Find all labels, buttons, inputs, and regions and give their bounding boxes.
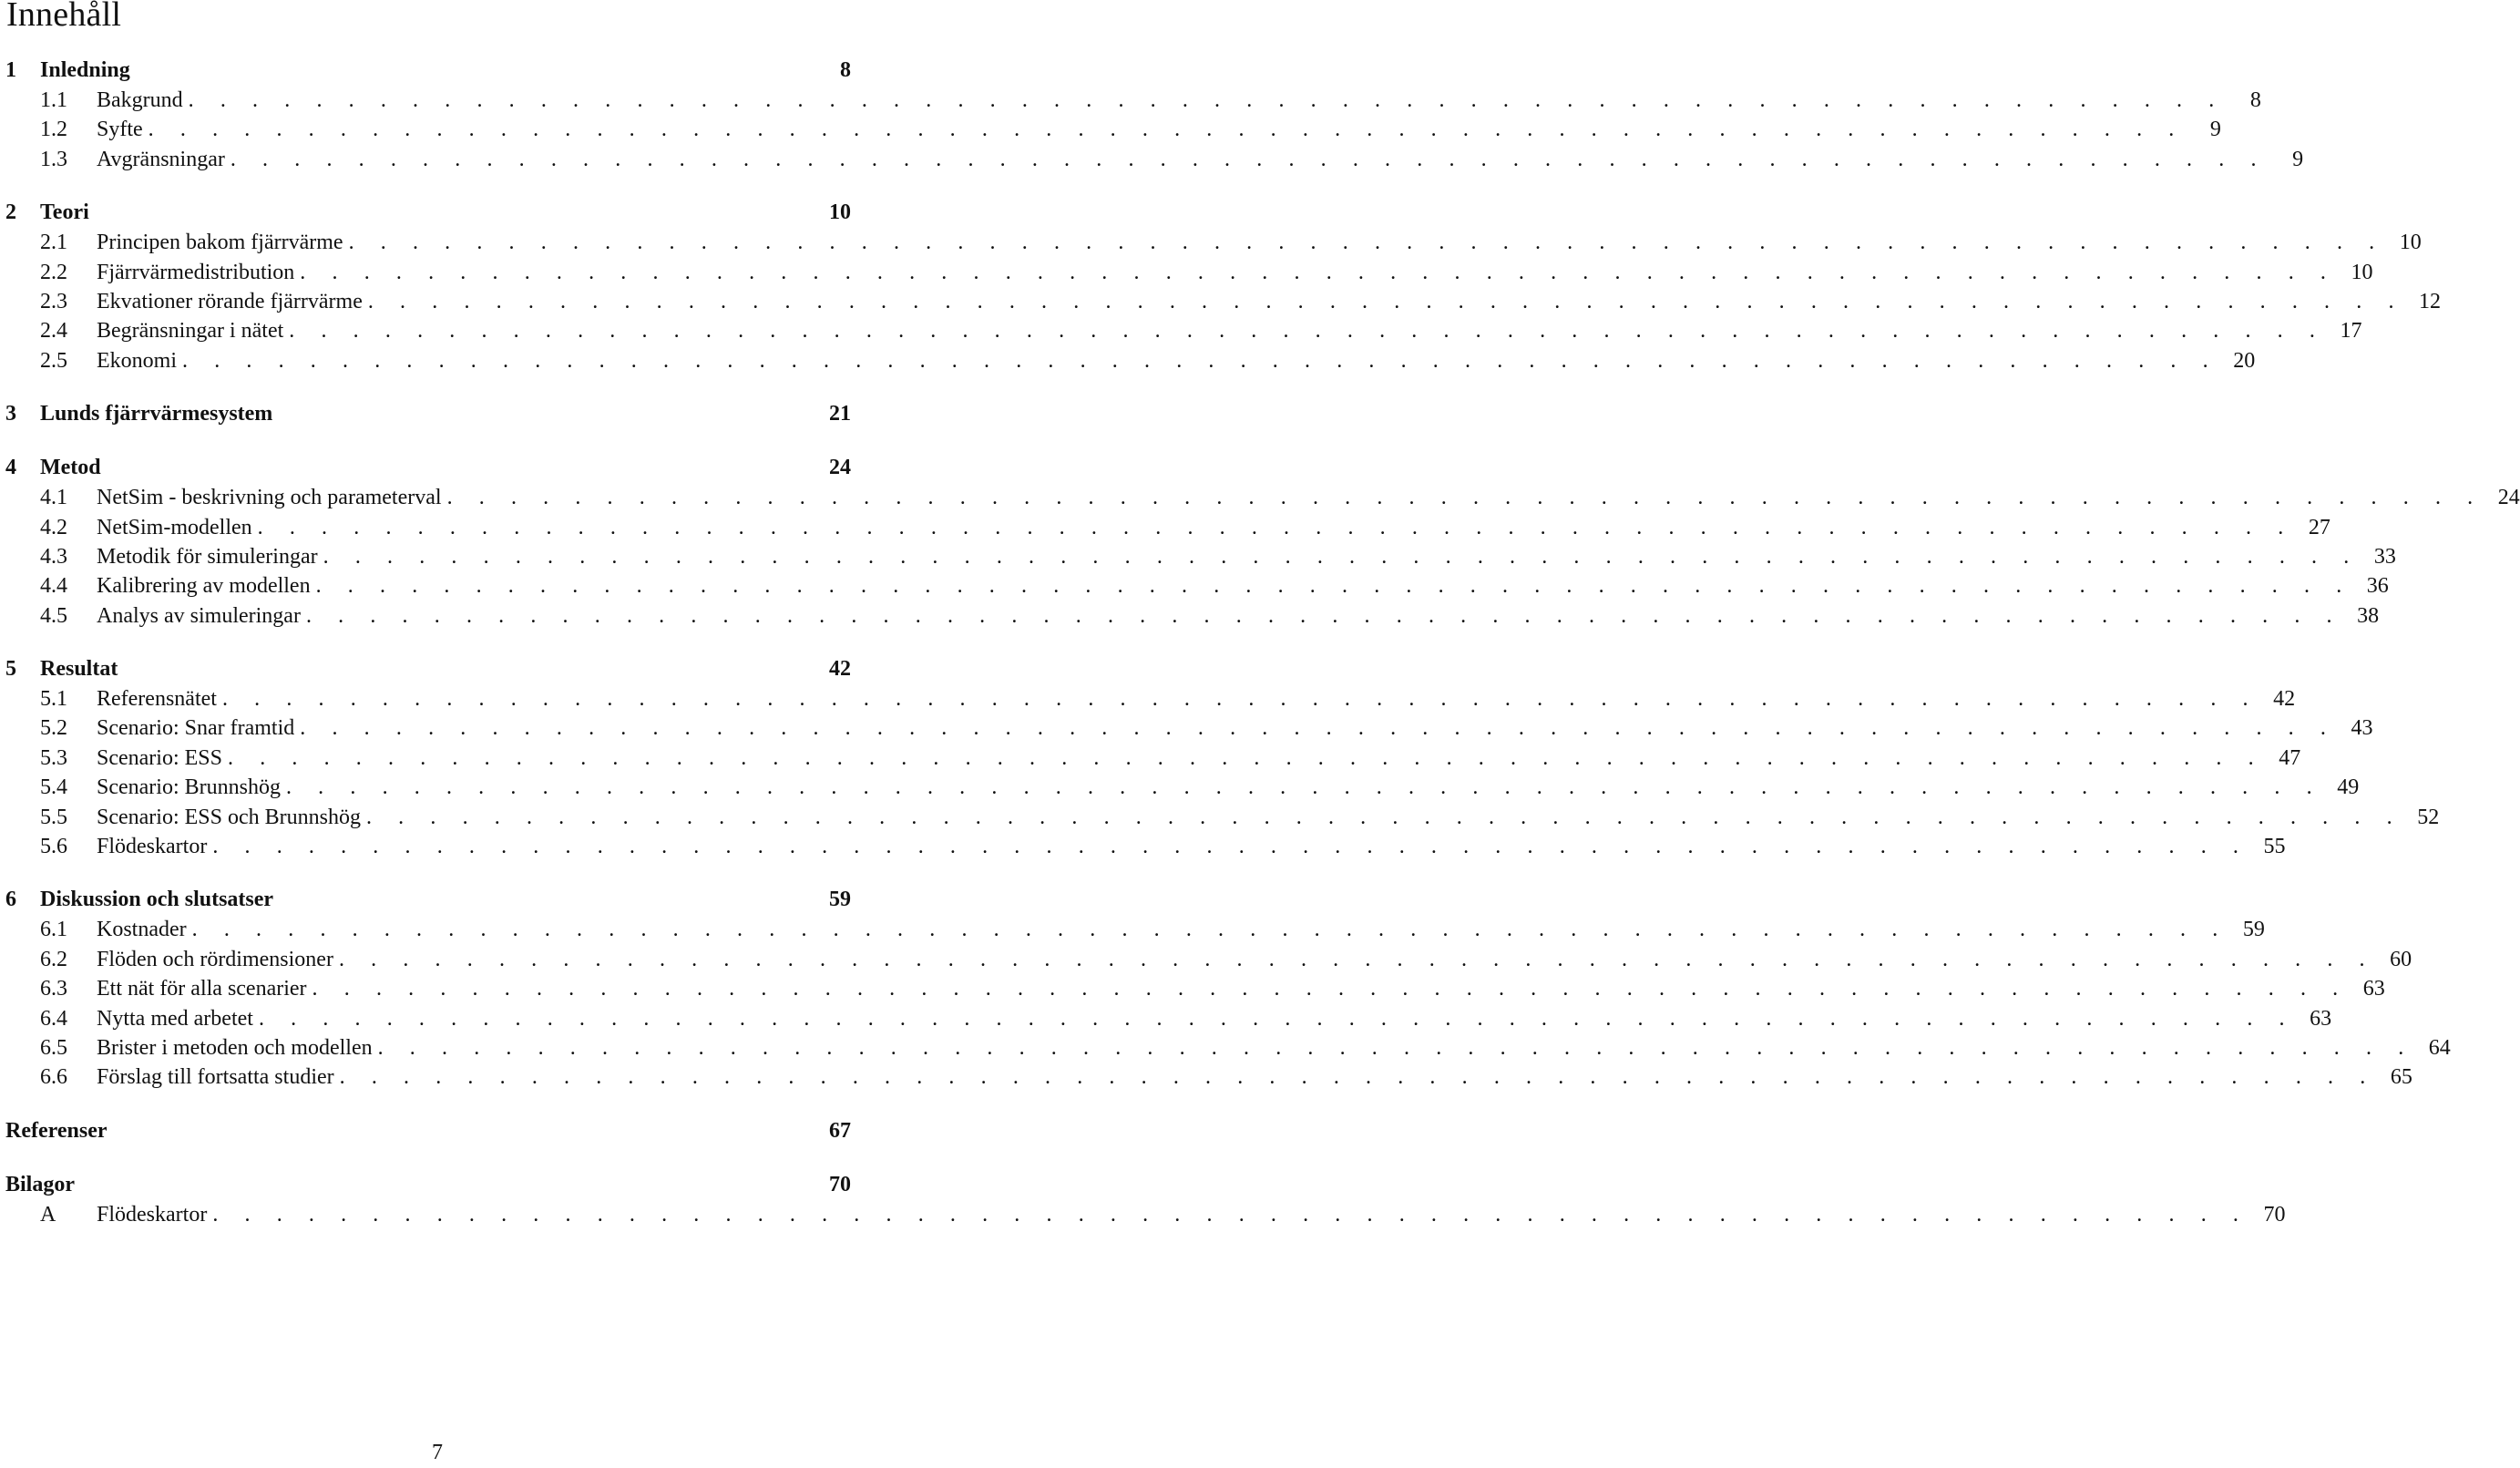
- dot-leader: . . . . . . . . . . . . . . . . . . . . . . . . . . . . . . . . . . . . . . . . . . . . . . . . . . . . . . . . . . . . . . . .: [365, 805, 2403, 829]
- section-number: 4.2: [40, 515, 67, 539]
- section-title: Förslag till fortsatta studier: [97, 1065, 334, 1090]
- section-number: 6.3: [40, 977, 67, 1001]
- section-number: 1.3: [40, 147, 67, 171]
- section-title: Bakgrund: [97, 88, 183, 112]
- section-page-number: 38: [2357, 603, 2380, 628]
- section-line: [97, 513, 2330, 542]
- section-page-number: 60: [2390, 947, 2412, 971]
- toc-section-entry[interactable]: [5, 832, 2286, 861]
- dot-leader: . . . . . . . . . . . . . . . . . . . . . . . . . . . . . . . . . . . . . . . . . . . . . . . . . . . . . . . . . . . . . . . .: [348, 231, 2385, 255]
- toc-section-entry[interactable]: [5, 601, 2380, 631]
- toc-section-entry[interactable]: [5, 744, 2301, 773]
- chapter-page-number: 24: [829, 456, 851, 480]
- chapter-title: Bilagor: [5, 1172, 75, 1196]
- dot-leader: . . . . . . . . . . . . . . . . . . . . . . . . . . . . . . . . . . . . . . . . . . . . . . . . . . . . . . . . . . . . . . . .: [446, 486, 2484, 510]
- dot-leader: . . . . . . . . . . . . . . . . . . . . . . . . . . . . . . . . . . . . . . . . . . . . . . . . . . . . . . . . . . . . . . . .: [212, 1202, 2249, 1227]
- toc-section-entry[interactable]: [5, 115, 2221, 144]
- section-number: 5.2: [40, 716, 67, 741]
- toc-chapter-entry[interactable]: [5, 399, 851, 429]
- section-line: [97, 744, 2301, 773]
- section-page-number: 17: [2340, 319, 2362, 344]
- dot-leader: . . . . . . . . . . . . . . . . . . . . . . . . . . . . . . . . . . . . . . . . . . . . . . . . . . . . . . . . . . . . . . . .: [148, 118, 2185, 142]
- chapter-title: Lunds fjärrvärmesystem: [40, 402, 273, 426]
- section-line: [97, 974, 2385, 1003]
- toc-chapter-entry[interactable]: [5, 453, 851, 483]
- table-of-contents: [5, 56, 2520, 1253]
- section-number: 2.2: [40, 260, 67, 284]
- section-title: Flödeskartor: [97, 1202, 208, 1227]
- dot-leader: . . . . . . . . . . . . . . . . . . . . . . . . . . . . . . . . . . . . . . . . . . . . . . . . . . . . . . . . . . . . . . . .: [182, 348, 2219, 373]
- dot-leader: . . . . . . . . . . . . . . . . . . . . . . . . . . . . . . . . . . . . . . . . . . . . . . . . . . . . . . . . . . . . . . . .: [305, 603, 2343, 628]
- dot-leader: . . . . . . . . . . . . . . . . . . . . . . . . . . . . . . . . . . . . . . . . . . . . . . . . . . . . . . . . . . . . . . . .: [228, 745, 2265, 770]
- toc-section-entry[interactable]: [5, 803, 2440, 832]
- chapter-number: 4: [5, 456, 16, 480]
- toc-section-entry[interactable]: [5, 287, 2442, 316]
- section-page-number: 42: [2273, 687, 2296, 712]
- chapter-page-number: 21: [829, 402, 851, 426]
- toc-chapter-block: [5, 1170, 2286, 1229]
- dot-leader: . . . . . . . . . . . . . . . . . . . . . . . . . . . . . . . . . . . . . . . . . . . . . . . . . . . . . . . . . . . . . . . .: [285, 775, 2323, 800]
- section-line: [97, 713, 2373, 743]
- section-title: NetSim-modellen: [97, 515, 252, 539]
- chapter-page-number: 8: [840, 58, 851, 82]
- toc-section-entry[interactable]: [5, 346, 2256, 375]
- section-page-number: 36: [2366, 574, 2389, 599]
- section-page-number: 59: [2242, 918, 2265, 942]
- dot-leader: . . . . . . . . . . . . . . . . . . . . . . . . . . . . . . . . . . . . . . . . . . . . . . . . . . . . . . . . . . . . . . . .: [377, 1035, 2414, 1060]
- section-line: [97, 601, 2380, 631]
- section-line: [97, 1004, 2332, 1033]
- chapter-title: Metod: [40, 456, 101, 480]
- section-title: Scenario: Snar framtid: [97, 716, 295, 741]
- section-line: [97, 145, 2304, 174]
- section-title: Metodik för simuleringar: [97, 544, 318, 569]
- chapter-page-number: 42: [829, 657, 851, 682]
- chapter-title: Inledning: [40, 58, 130, 82]
- section-title: Flödeskartor: [97, 835, 208, 859]
- dot-leader: . . . . . . . . . . . . . . . . . . . . . . . . . . . . . . . . . . . . . . . . . . . . . . . . . . . . . . . . . . . . . . . .: [300, 260, 2337, 284]
- toc-chapter-entry[interactable]: [5, 654, 851, 684]
- page-number: 7: [432, 1441, 443, 1464]
- section-title: NetSim - beskrivning och parameterval: [97, 486, 442, 510]
- section-title: Kostnader: [97, 918, 187, 942]
- section-page-number: 9: [2292, 147, 2304, 171]
- section-number: 2.4: [40, 319, 67, 344]
- toc-section-entry[interactable]: [5, 915, 2265, 944]
- section-line: [97, 684, 2296, 713]
- chapter-title: Referenser: [5, 1118, 108, 1143]
- section-title: Scenario: ESS: [97, 745, 222, 770]
- dot-leader: . . . . . . . . . . . . . . . . . . . . . . . . . . . . . . . . . . . . . . . . . . . . . . . . . . . . . . . . . . . . . . . .: [221, 687, 2259, 712]
- toc-section-entry[interactable]: [5, 974, 2385, 1003]
- chapter-title: Teori: [40, 200, 89, 225]
- chapter-page-number: 67: [829, 1118, 851, 1143]
- section-title: Ett nät för alla scenarier: [97, 977, 307, 1001]
- toc-section-entry[interactable]: [5, 513, 2330, 542]
- toc-section-entry[interactable]: [5, 86, 2261, 115]
- toc-section-entry[interactable]: [5, 258, 2373, 287]
- section-page-number: 55: [2263, 835, 2286, 859]
- toc-section-entry[interactable]: [5, 1033, 2451, 1063]
- section-number: 5.5: [40, 805, 67, 829]
- dot-leader: . . . . . . . . . . . . . . . . . . . . . . . . . . . . . . . . . . . . . . . . . . . . . . . . . . . . . . . . . . . . . . . .: [315, 574, 2352, 599]
- toc-section-entry[interactable]: [5, 316, 2362, 345]
- toc-section-entry[interactable]: [5, 945, 2412, 974]
- section-number: 4.1: [40, 486, 67, 510]
- section-line: [97, 803, 2440, 832]
- toc-chapter-entry[interactable]: [5, 198, 851, 228]
- section-page-number: 63: [2362, 977, 2385, 1001]
- section-page-number: 9: [2209, 118, 2221, 142]
- chapter-number: 5: [5, 657, 16, 682]
- section-number: 6.1: [40, 918, 67, 942]
- dot-leader: . . . . . . . . . . . . . . . . . . . . . . . . . . . . . . . . . . . . . . . . . . . . . . . . . . . . . . . . . . . . . . . .: [188, 88, 2225, 112]
- toc-chapter-block: [5, 885, 2451, 1092]
- toc-section-entry[interactable]: [5, 571, 2389, 601]
- section-line: [97, 115, 2221, 144]
- section-number: 6.6: [40, 1065, 67, 1090]
- toc-chapter-block: [5, 399, 851, 429]
- dot-leader: . . . . . . . . . . . . . . . . . . . . . . . . . . . . . . . . . . . . . . . . . . . . . . . . . . . . . . . . . . . . . . . .: [323, 544, 2360, 569]
- section-title: Scenario: ESS och Brunnshög: [97, 805, 361, 829]
- dot-leader: . . . . . . . . . . . . . . . . . . . . . . . . . . . . . . . . . . . . . . . . . . . . . . . . . . . . . . . . . . . . . . . .: [312, 977, 2349, 1001]
- toc-chapter-entry[interactable]: [5, 1116, 851, 1146]
- section-title: Referensnätet: [97, 687, 217, 712]
- section-number: 6.2: [40, 947, 67, 971]
- dot-leader: . . . . . . . . . . . . . . . . . . . . . . . . . . . . . . . . . . . . . . . . . . . . . . . . . . . . . . . . . . . . . . . .: [339, 1065, 2376, 1090]
- section-number: 5.4: [40, 775, 67, 800]
- chapter-number: 2: [5, 200, 16, 225]
- section-number: 6.5: [40, 1035, 67, 1060]
- toc-section-entry[interactable]: [5, 1200, 2286, 1229]
- section-number: 4.5: [40, 603, 67, 628]
- page-title: Innehåll: [6, 0, 122, 34]
- section-page-number: 47: [2279, 745, 2301, 770]
- section-line: [97, 258, 2373, 287]
- section-title: Syfte: [97, 118, 143, 142]
- toc-section-entry[interactable]: [5, 228, 2422, 257]
- section-number: 5.3: [40, 745, 67, 770]
- section-line: [97, 287, 2442, 316]
- section-page-number: 65: [2390, 1065, 2412, 1090]
- section-number: 2.3: [40, 289, 67, 313]
- section-title: Nytta med arbetet: [97, 1006, 253, 1031]
- dot-leader: . . . . . . . . . . . . . . . . . . . . . . . . . . . . . . . . . . . . . . . . . . . . . . . . . . . . . . . . . . . . . . . .: [367, 289, 2405, 313]
- section-page-number: 12: [2419, 289, 2442, 313]
- section-number: 4.4: [40, 574, 67, 599]
- section-page-number: 20: [2233, 348, 2256, 373]
- toc-chapter-entry[interactable]: [5, 885, 851, 915]
- chapter-number: 6: [5, 888, 16, 912]
- dot-leader: . . . . . . . . . . . . . . . . . . . . . . . . . . . . . . . . . . . . . . . . . . . . . . . . . . . . . . . . . . . . . . . .: [257, 515, 2294, 539]
- chapter-page-number: 70: [829, 1172, 851, 1196]
- toc-chapter-block: [5, 1116, 851, 1146]
- toc-section-entry[interactable]: [5, 1004, 2332, 1033]
- section-line: [97, 571, 2389, 601]
- section-page-number: 10: [2399, 231, 2422, 255]
- section-line: [97, 915, 2265, 944]
- section-line: [97, 1063, 2412, 1092]
- section-title: Begränsningar i nätet: [97, 319, 284, 344]
- section-page-number: 43: [2351, 716, 2373, 741]
- section-title: Principen bakom fjärrvärme: [97, 231, 343, 255]
- toc-section-entry[interactable]: [5, 684, 2296, 713]
- section-line: [97, 228, 2422, 257]
- toc-section-entry[interactable]: [5, 713, 2373, 743]
- section-line: [97, 316, 2362, 345]
- toc-chapter-entry[interactable]: [5, 56, 851, 86]
- section-line: [97, 483, 2520, 512]
- toc-section-entry[interactable]: [5, 483, 2520, 512]
- chapter-page-number: 59: [829, 888, 851, 912]
- section-title: Avgränsningar: [97, 147, 225, 171]
- section-line: [97, 346, 2256, 375]
- toc-chapter-entry[interactable]: [5, 1170, 851, 1200]
- section-page-number: 52: [2417, 805, 2440, 829]
- section-line: [97, 86, 2261, 115]
- section-page-number: 33: [2373, 544, 2396, 569]
- dot-leader: . . . . . . . . . . . . . . . . . . . . . . . . . . . . . . . . . . . . . . . . . . . . . . . . . . . . . . . . . . . . . . . .: [230, 147, 2268, 171]
- dot-leader: . . . . . . . . . . . . . . . . . . . . . . . . . . . . . . . . . . . . . . . . . . . . . . . . . . . . . . . . . . . . . . . .: [191, 918, 2228, 942]
- section-number: 6.4: [40, 1006, 67, 1031]
- dot-leader: . . . . . . . . . . . . . . . . . . . . . . . . . . . . . . . . . . . . . . . . . . . . . . . . . . . . . . . . . . . . . . . .: [258, 1006, 2296, 1031]
- section-title: Ekonomi: [97, 348, 177, 373]
- dot-leader: . . . . . . . . . . . . . . . . . . . . . . . . . . . . . . . . . . . . . . . . . . . . . . . . . . . . . . . . . . . . . . . .: [289, 319, 2326, 344]
- toc-chapter-block: [5, 453, 2520, 631]
- chapter-number: 3: [5, 402, 16, 426]
- section-number: 5.1: [40, 687, 67, 712]
- chapter-page-number: 10: [829, 200, 851, 225]
- toc-section-entry[interactable]: [5, 773, 2360, 802]
- section-number: 5.6: [40, 835, 67, 859]
- section-page-number: 63: [2310, 1006, 2332, 1031]
- section-number: 1.2: [40, 118, 67, 142]
- section-page-number: 64: [2428, 1035, 2451, 1060]
- section-line: [97, 773, 2360, 802]
- toc-section-entry[interactable]: [5, 145, 2304, 174]
- toc-chapter-block: [5, 654, 2440, 861]
- toc-section-entry[interactable]: [5, 1063, 2412, 1092]
- section-line: [97, 945, 2412, 974]
- section-page-number: 70: [2263, 1202, 2286, 1227]
- section-line: [97, 542, 2396, 571]
- section-title: Ekvationer rörande fjärrvärme: [97, 289, 363, 313]
- section-title: Fjärrvärmedistribution: [97, 260, 295, 284]
- section-page-number: 27: [2308, 515, 2330, 539]
- section-number: 1.1: [40, 88, 67, 112]
- section-number: 2.1: [40, 231, 67, 255]
- section-number: 4.3: [40, 544, 67, 569]
- section-title: Brister i metoden och modellen: [97, 1035, 373, 1060]
- section-number: A: [40, 1202, 56, 1227]
- dot-leader: . . . . . . . . . . . . . . . . . . . . . . . . . . . . . . . . . . . . . . . . . . . . . . . . . . . . . . . . . . . . . . . .: [338, 947, 2376, 971]
- section-title: Scenario: Brunnshög: [97, 775, 281, 800]
- section-page-number: 8: [2249, 88, 2261, 112]
- section-title: Analys av simuleringar: [97, 603, 301, 628]
- dot-leader: . . . . . . . . . . . . . . . . . . . . . . . . . . . . . . . . . . . . . . . . . . . . . . . . . . . . . . . . . . . . . . . .: [300, 716, 2337, 741]
- dot-leader: . . . . . . . . . . . . . . . . . . . . . . . . . . . . . . . . . . . . . . . . . . . . . . . . . . . . . . . . . . . . . . . .: [212, 835, 2249, 859]
- section-title: Kalibrering av modellen: [97, 574, 311, 599]
- section-page-number: 49: [2337, 775, 2360, 800]
- toc-chapter-block: [5, 56, 2304, 174]
- section-number: 2.5: [40, 348, 67, 373]
- chapter-title: Diskussion och slutsatser: [40, 888, 274, 912]
- section-line: [97, 1033, 2451, 1063]
- section-title: Flöden och rördimensioner: [97, 947, 333, 971]
- toc-section-entry[interactable]: [5, 542, 2396, 571]
- section-line: [97, 1200, 2286, 1229]
- chapter-number: 1: [5, 58, 16, 82]
- chapter-title: Resultat: [40, 657, 118, 682]
- section-page-number: 10: [2351, 260, 2373, 284]
- section-page-number: 24: [2497, 486, 2520, 510]
- section-line: [97, 832, 2286, 861]
- toc-chapter-block: [5, 198, 2442, 375]
